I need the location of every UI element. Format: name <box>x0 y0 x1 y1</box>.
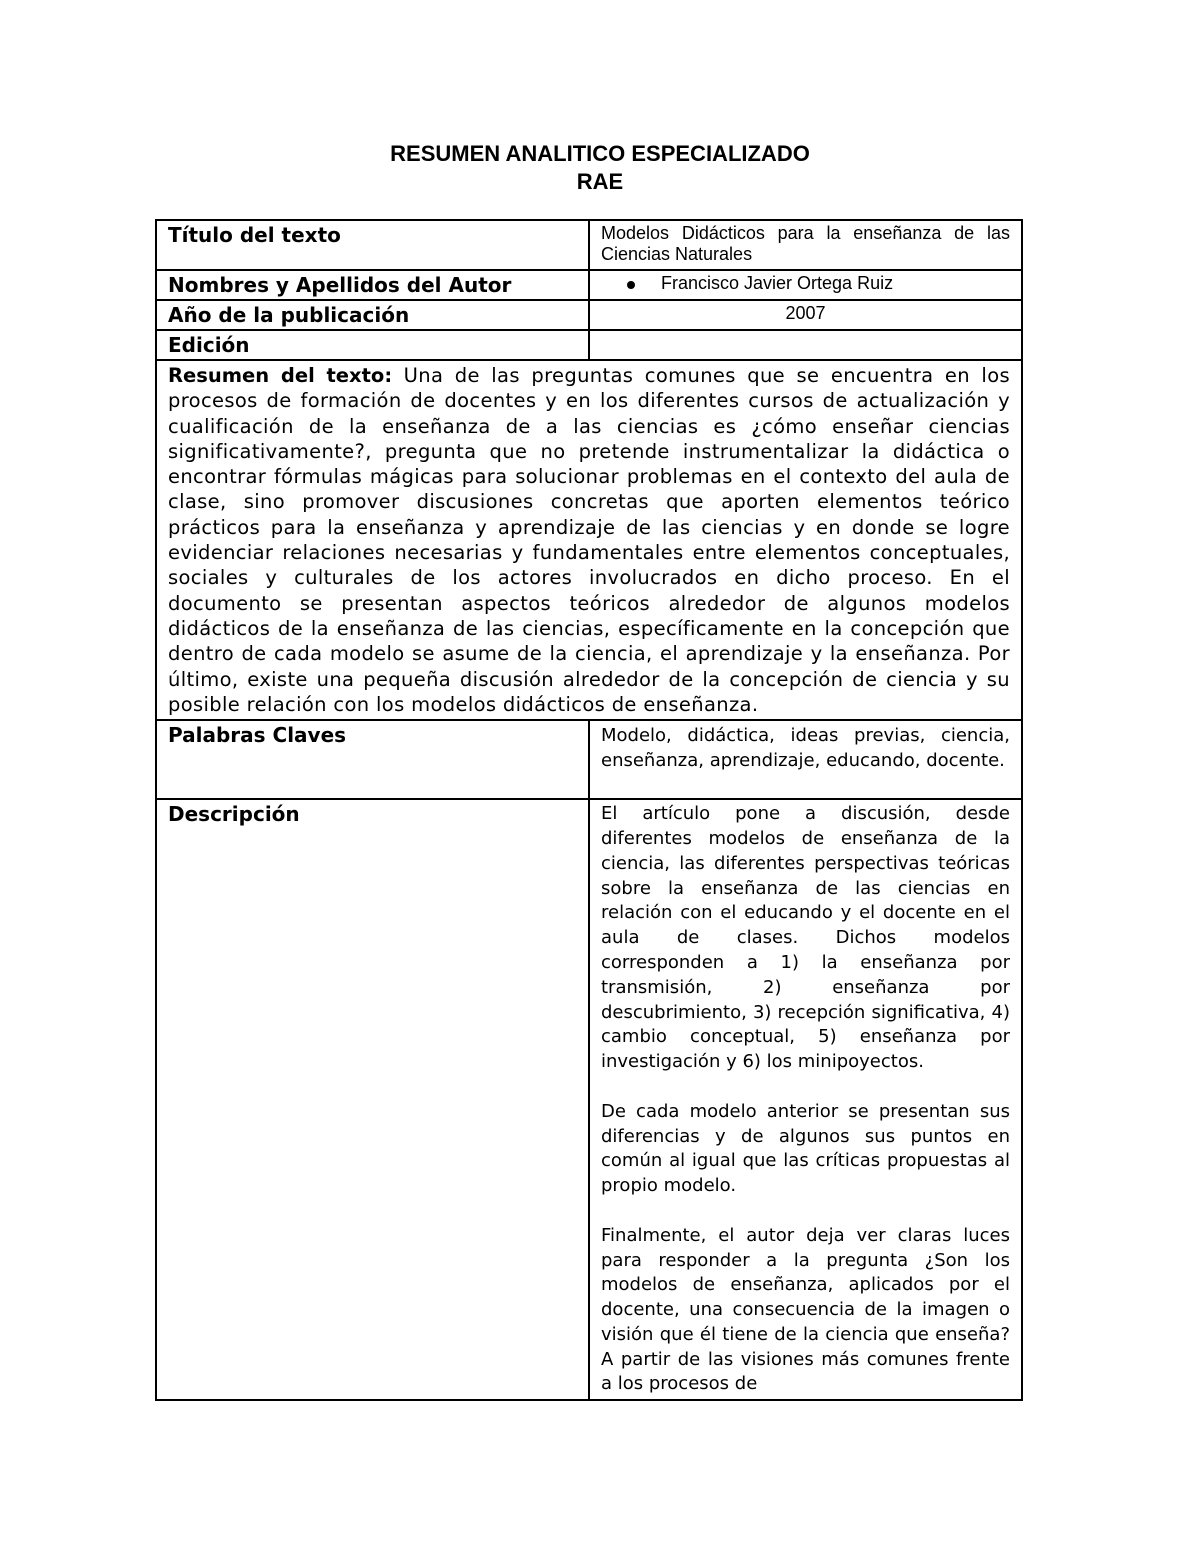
titulo-label: Título del texto <box>168 223 341 247</box>
cell-descripcion-value <box>589 799 1022 1400</box>
row-claves <box>156 720 1022 799</box>
document-heading <box>0 140 1200 196</box>
row-anio <box>156 300 1022 330</box>
descripcion-paragraph: De cada modelo anterior se presentan sus diferencias y de algunos sus puntos en común al igual que las críticas propuestas al propio modelo. <box>601 1100 1010 1197</box>
cell-titulo-label <box>156 220 589 270</box>
descripcion-label: Descripción <box>168 802 300 827</box>
resumen-value: Una de las preguntas comunes que se encuentra en los procesos de formación de docentes y en los diferentes cursos de actualización y cualificación de la enseñanza de a las ciencias es ¿cómo enseñar ciencias significativamente?, pregunta que no pretende instrumentalizar la didáctica o encontrar fórmulas mágicas para solucionar problemas en el contexto del aula de clase, sino promover discusiones concretas que aporten elementos teórico prácticos para la enseñanza y aprendizaje de las ciencias y en donde se logre evidenciar relaciones necesarias y fundamentales entre elementos conceptuales, sociales y culturales de los actores involucrados en dicho proceso. En el documento se presentan aspectos teóricos alrededor de algunos modelos didácticos de la enseñanza de las ciencias, específicamente en la concepción que dentro de cada modelo se asume de la ciencia, el aprendizaje y la enseñanza. Por último, existe una pequeña discusión alrededor de la concepción de ciencia y su posible relación con los modelos didácticos de enseñanza. <box>168 364 1010 716</box>
autor-label: Nombres y Apellidos del Autor <box>168 273 512 297</box>
row-descripcion <box>156 799 1022 1400</box>
document-title: RESUMEN ANALITICO ESPECIALIZADO <box>390 141 810 166</box>
row-autor <box>156 270 1022 300</box>
rae-table <box>155 219 1023 1401</box>
descripcion-paragraph: Finalmente, el autor deja ver claras luces para responder a la pregunta ¿Son los modelos de enseñanza, aplicados por el docente, una consecuencia de la imagen o visión que él tiene de la ciencia que enseña? A partir de las visiones más comunes frente a los procesos de <box>601 1224 1010 1395</box>
cell-autor-value <box>589 270 1022 300</box>
autor-value: Francisco Javier Ortega Ruiz <box>661 273 894 293</box>
bullet-icon <box>601 273 661 294</box>
row-resumen <box>156 360 1022 720</box>
cell-autor-label <box>156 270 589 300</box>
cell-anio-label <box>156 300 589 330</box>
titulo-value: Modelos Didácticos para la enseñanza de las Ciencias Naturales <box>601 223 1010 264</box>
cell-claves-label <box>156 720 589 799</box>
row-titulo <box>156 220 1022 270</box>
cell-anio-value <box>589 300 1022 330</box>
claves-label: Palabras Claves <box>168 723 347 748</box>
autor-bullet-item <box>601 273 1010 294</box>
resumen-label: Resumen del texto: <box>168 364 393 387</box>
anio-label: Año de la publicación <box>168 303 410 327</box>
cell-resumen <box>156 360 1022 720</box>
cell-edicion-label <box>156 330 589 360</box>
cell-descripcion-label <box>156 799 589 1400</box>
descripcion-paragraph: El artículo pone a discusión, desde diferentes modelos de enseñanza de la ciencia, las diferentes perspectivas teóricas sobre la enseñanza de las ciencias en relación con el educando y el docente en el aula de clases. Dichos modelos corresponden a 1) la enseñanza por transmisión, 2) enseñanza por descubrimiento, 3) recepción significativa, 4) cambio conceptual, 5) enseñanza por investigación y 6) los minipoyectos. <box>601 803 1010 1073</box>
anio-value: 2007 <box>785 303 826 323</box>
descripcion-value <box>601 802 1010 1397</box>
cell-edicion-value <box>589 330 1022 360</box>
row-edicion <box>156 330 1022 360</box>
cell-claves-value <box>589 720 1022 799</box>
claves-value: Modelo, didáctica, ideas previas, ciencia, enseñanza, aprendizaje, educando, docente. <box>601 725 1010 772</box>
document-subtitle: RAE <box>576 169 624 194</box>
cell-titulo-value <box>589 220 1022 270</box>
resumen-text <box>168 363 1010 717</box>
edicion-label: Edición <box>168 333 250 357</box>
